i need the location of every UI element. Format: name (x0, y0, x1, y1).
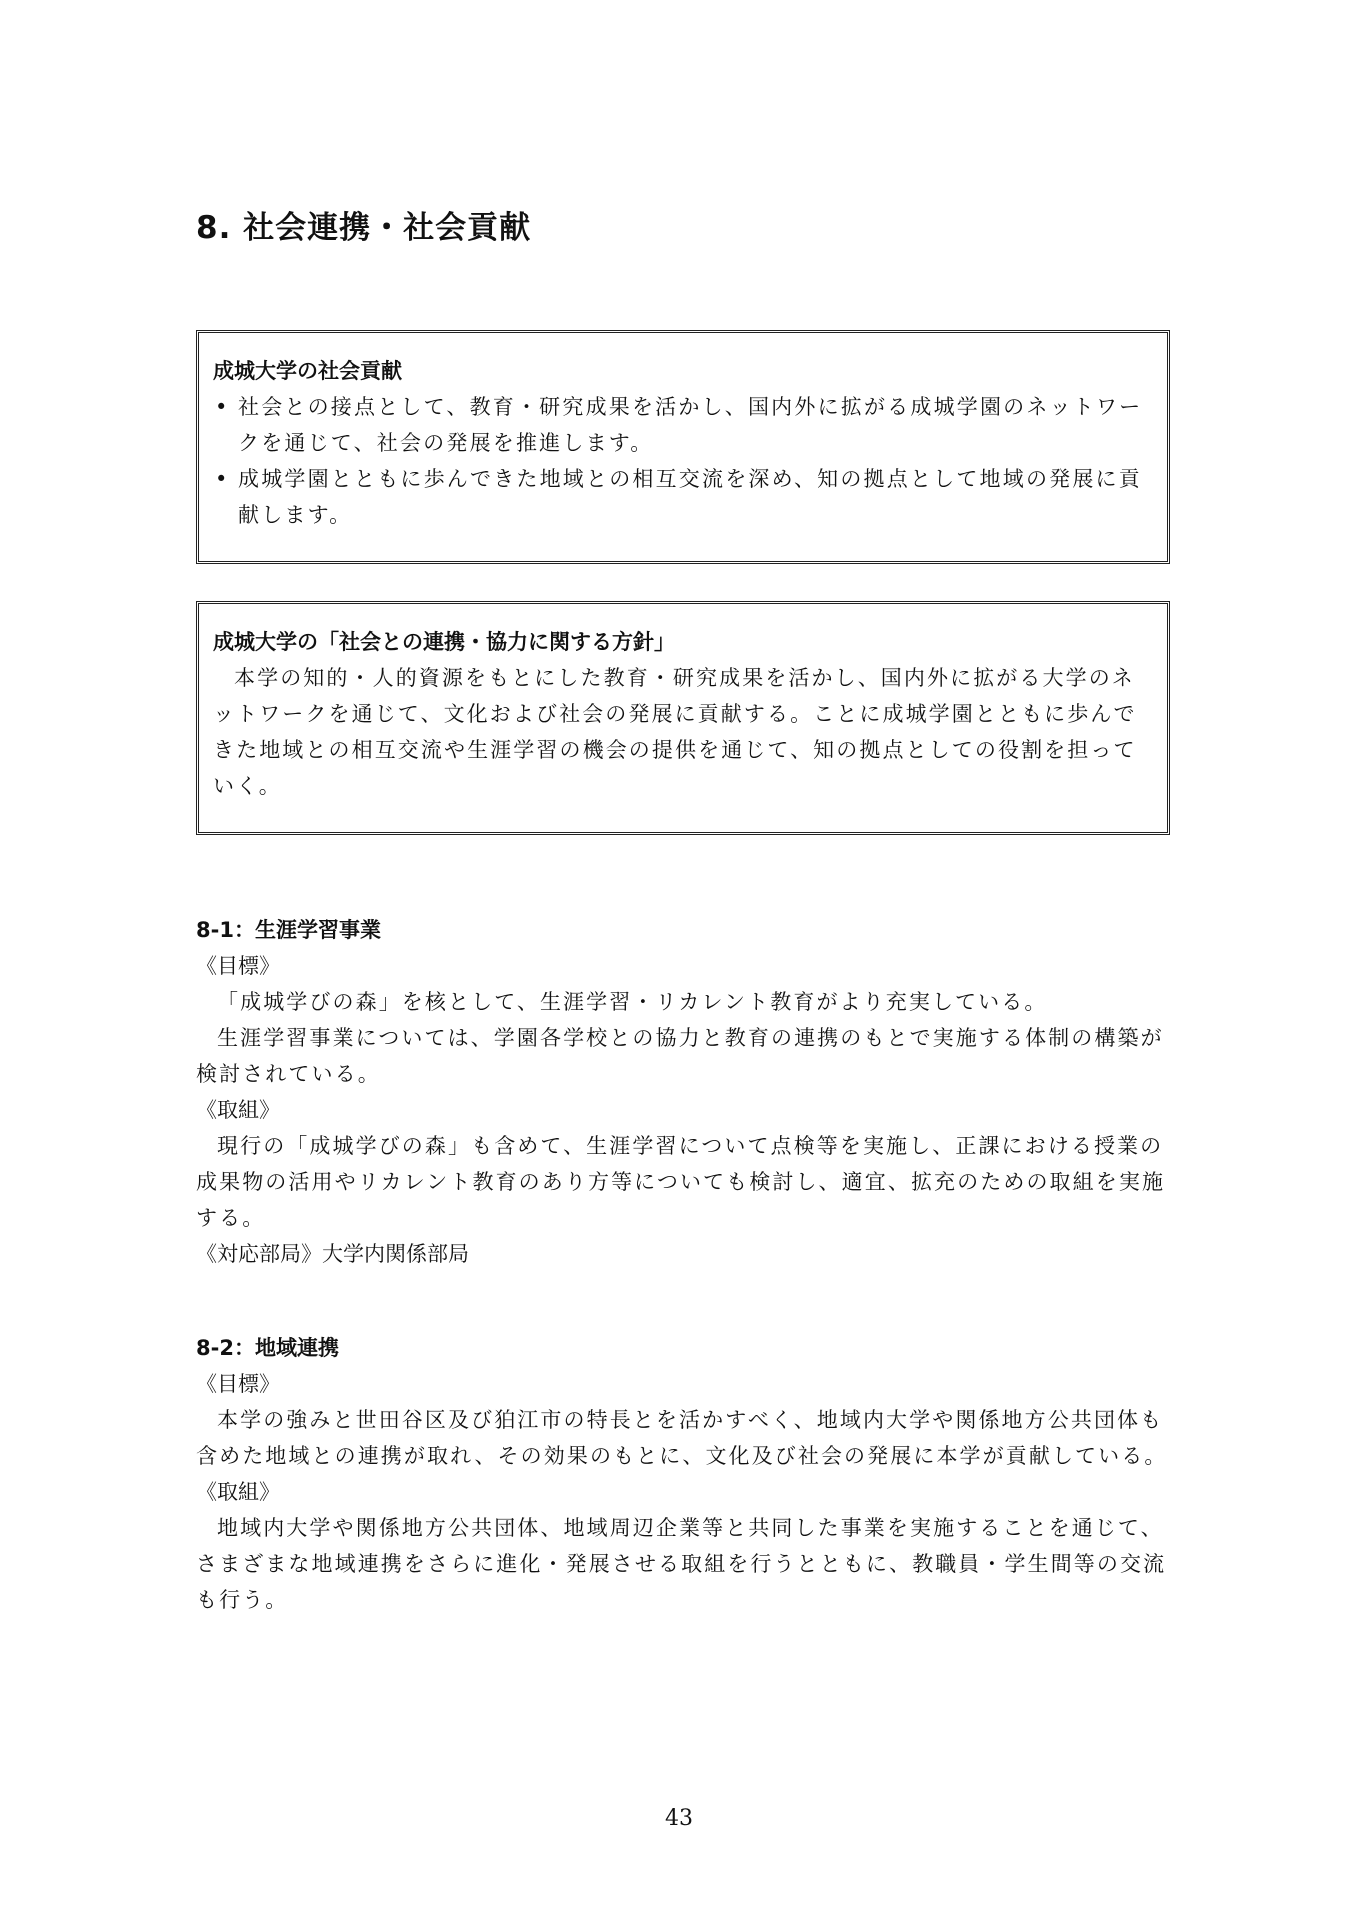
section-regional-cooperation (196, 1330, 1174, 1618)
action-label: 《取組》 (196, 1098, 280, 1122)
cooperation-policy-title: 成城大学の「社会との連携・協力に関する方針」 (213, 630, 675, 654)
department-label: 《対応部局》大学内関係部局 (196, 1242, 469, 1266)
action-paragraph: 現行の「成城学びの森」も含めて、生涯学習について点検等を実施し、正課における授業の成果物の活用やリカレント教育のあり方等についても検討し、適宜、拡充のための取組を実施する。 (196, 1134, 1166, 1230)
page-title: 8. 社会連携・社会貢献 (196, 210, 532, 246)
goal-label: 《目標》 (196, 1372, 280, 1396)
social-contribution-list (213, 389, 1153, 533)
bullet-icon: • (215, 467, 230, 491)
section-title: 8-1：生涯学習事業 (196, 918, 381, 942)
action-label: 《取組》 (196, 1480, 280, 1504)
bullet-icon: • (215, 395, 230, 419)
goal-label: 《目標》 (196, 954, 280, 978)
list-item (213, 461, 1153, 533)
section-lifelong-learning (196, 912, 1174, 1272)
social-contribution-title: 成城大学の社会貢献 (213, 359, 402, 383)
social-contribution-box (196, 330, 1170, 564)
goal-paragraph: 生涯学習事業については、学園各学校との協力と教育の連携のもとで実施する体制の構築が検討されている。 (196, 1026, 1164, 1086)
goal-paragraph: 本学の強みと世田谷区及び狛江市の特長とを活かすべく、地域内大学や関係地方公共団体も含めた地域との連携が取れ、その効果のもとに、文化及び社会の発展に本学が貢献している。 (196, 1408, 1168, 1468)
cooperation-policy-box (196, 601, 1170, 835)
page-number: 43 (665, 1806, 693, 1831)
section-title: 8-2：地域連携 (196, 1336, 339, 1360)
action-paragraph: 地域内大学や関係地方公共団体、地域周辺企業等と共同した事業を実施することを通じて、さまざまな地域連携をさらに進化・発展させる取組を行うとともに、教職員・学生間等の交流も行う。 (196, 1516, 1167, 1612)
list-item (213, 389, 1153, 461)
list-item-text: 社会との接点として、教育・研究成果を活かし、国内外に拡がる成城学園のネットワークを通じて、社会の発展を推進します。 (238, 395, 1143, 455)
goal-paragraph: 「成城学びの森」を核として、生涯学習・リカレント教育がより充実している。 (217, 990, 1048, 1014)
cooperation-policy-text: 本学の知的・人的資源をもとにした教育・研究成果を活かし、国内外に拡がる大学のネットワークを通じて、文化および社会の発展に貢献する。ことに成城学園とともに歩んできた地域との相互交流や生涯学習の機会の提供を通じて、知の拠点としての役割を担っていく。 (213, 666, 1137, 798)
list-item-text: 成城学園とともに歩んできた地域との相互交流を深め、知の拠点として地域の発展に貢献します。 (238, 467, 1142, 527)
